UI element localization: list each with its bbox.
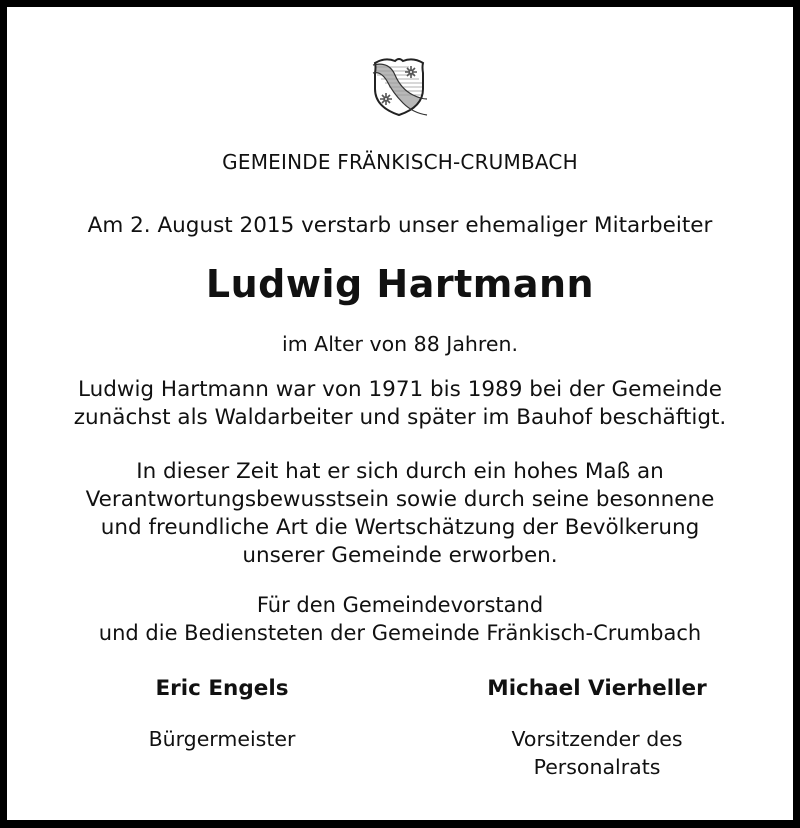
age-line: im Alter von 88 Jahren. [282, 332, 518, 356]
deceased-name: Ludwig Hartmann [205, 262, 595, 306]
obituary-notice [7, 7, 793, 820]
paragraph-line: Ludwig Hartmann war von 1971 bis 1989 bei der Gemeinde [77, 377, 723, 402]
organization-name: GEMEINDE FRÄNKISCH-CRUMBACH [222, 150, 578, 174]
employment-paragraph [7, 376, 793, 432]
paragraph-line: unserer Gemeinde erworben. [242, 543, 558, 568]
paragraph-line: und freundliche Art die Wertschätzung der Bevölkerung [100, 515, 700, 540]
tribute-paragraph [7, 458, 793, 570]
signatory-staff-council [447, 676, 747, 781]
paragraph-line: In dieser Zeit hat er sich durch ein hohes Maß an [136, 459, 664, 484]
paragraph-line: zunächst als Waldarbeiter und später im Bauhof beschäftigt. [73, 405, 727, 430]
coat-of-arms-icon [369, 55, 429, 119]
closing-line: und die Bediensteten der Gemeinde Fränkisch-Crumbach [98, 621, 702, 645]
role-line: Personalrats [533, 755, 661, 779]
closing-line: Für den Gemeindevorstand [256, 593, 544, 617]
signatory-role [72, 725, 372, 753]
signatory-name: Eric Engels [155, 676, 289, 701]
role-line: Vorsitzender des [511, 727, 683, 751]
intro-line: Am 2. August 2015 verstarb unser ehemaliger Mitarbeiter [87, 213, 713, 238]
signatory-mayor [72, 676, 372, 753]
role-line: Bürgermeister [148, 727, 296, 751]
paragraph-line: Verantwortungsbewusstsein sowie durch seine besonnene [85, 487, 715, 512]
closing-statement [7, 591, 793, 647]
signatory-role [447, 725, 747, 781]
signatory-name: Michael Vierheller [487, 676, 707, 701]
